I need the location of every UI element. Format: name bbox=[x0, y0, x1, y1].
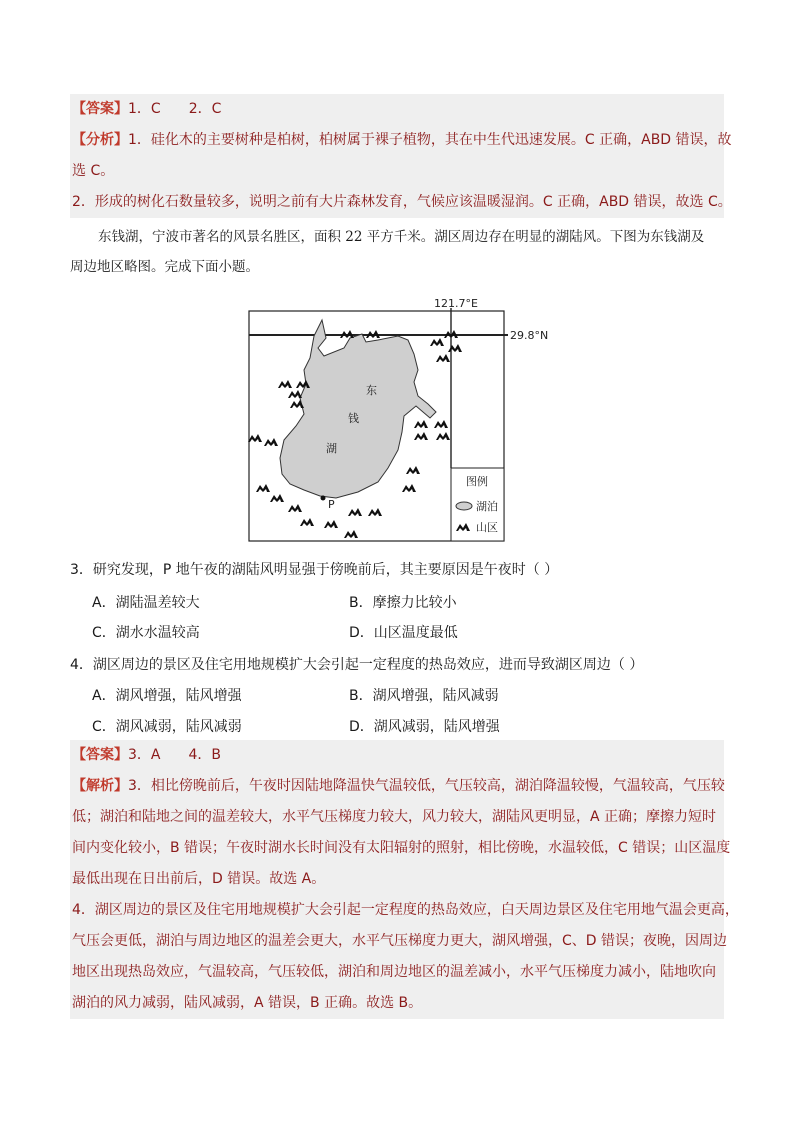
explanation-line-3: 间内变化较小，B 错误；午夜时湖水长时间没有太阳辐射的照射，相比傍晚，水温较低，C 错误；山区温度 bbox=[72, 840, 731, 856]
explanation-line-1 bbox=[70, 771, 724, 802]
legend-lake-icon bbox=[456, 502, 472, 510]
question-3-option-d: D．山区温度最低 bbox=[349, 625, 458, 641]
explanation-line-8: 湖泊的风力减弱，陆风减弱，A 错误，B 正确。故选 B。 bbox=[72, 995, 423, 1011]
longitude-label: 121.7°E bbox=[434, 297, 478, 310]
lake-char-3: 湖 bbox=[326, 442, 337, 455]
explanation-tag: 【解析】 bbox=[72, 778, 128, 794]
lake-char-2: 钱 bbox=[348, 412, 359, 425]
explanation-line-6: 气压会更低，湖泊与周边地区的温差会更大，水平气压梯度力更大，湖风增强，C、D 错误；夜晚，因周边 bbox=[72, 933, 728, 949]
answer-tag-2: 【答案】 bbox=[72, 747, 128, 763]
analysis-line-3: 2．形成的树化石数量较多，说明之前有大片森林发育，气候应该温暖湿润。C 正确，ABD 错误，故选 C。 bbox=[72, 194, 732, 210]
legend-title: 图例 bbox=[466, 475, 488, 488]
explanation-line-5: 4．湖区周边的景区及住宅用地规模扩大会引起一定程度的热岛效应，白天周边景区及住宅用地气温会更高， bbox=[72, 902, 739, 918]
answer-line-1 bbox=[70, 94, 724, 125]
question-4-option-d: D．湖风减弱，陆风增强 bbox=[349, 719, 500, 735]
question-4-option-c: C．湖风减弱，陆风减弱 bbox=[92, 719, 242, 735]
answer-q1: 1．C bbox=[128, 101, 161, 117]
point-p bbox=[321, 496, 326, 501]
answer-block-2 bbox=[70, 740, 739, 1019]
explanation-line-2: 低；湖泊和陆地之间的温差较大，水平气压梯度力较大，风力较大，湖陆风更明显，A 正确；摩擦力短时 bbox=[72, 809, 717, 825]
passage-line-1: 东钱湖，宁波市著名的风景名胜区，面积 22 平方千米。湖区周边存在明显的湖陆风。下图为东钱湖及 bbox=[98, 229, 705, 245]
explanation-line-4: 最低出现在日出前后，D 错误。故选 A。 bbox=[72, 871, 326, 887]
question-4-stem: 4．湖区周边的景区及住宅用地规模扩大会引起一定程度的热岛效应，进而导致湖区周边（ ） bbox=[70, 657, 644, 673]
legend-mountain-label: 山区 bbox=[476, 521, 498, 534]
question-3-option-b: B．摩擦力比较小 bbox=[349, 595, 457, 611]
analysis-text-1: 1．硅化木的主要树种是柏树，柏树属于裸子植物，其在中生代迅速发展。C 正确，ABD 错误，故 bbox=[128, 132, 732, 148]
explanation-text-1: 3．相比傍晚前后，午夜时因陆地降温快气温较低，气压较高，湖泊降温较慢，气温较高，气压较 bbox=[128, 778, 725, 794]
answer-tag: 【答案】 bbox=[72, 101, 128, 117]
passage bbox=[70, 222, 724, 282]
question-4-option-b: B．湖风增强，陆风减弱 bbox=[349, 688, 499, 704]
passage-line-2: 周边地区略图。完成下面小题。 bbox=[70, 259, 259, 275]
lake-map bbox=[248, 297, 558, 548]
analysis-line-2: 选 C。 bbox=[72, 163, 115, 179]
answer-q2: 2．C bbox=[188, 101, 222, 117]
answer-line-2 bbox=[70, 740, 724, 771]
question-4-option-a: A．湖风增强，陆风增强 bbox=[92, 688, 242, 704]
analysis-tag: 【分析】 bbox=[72, 132, 128, 148]
answer-block-1 bbox=[70, 94, 732, 218]
explanation-line-7: 地区出现热岛效应，气温较高，气压较低，湖泊和周边地区的温差减小，水平气压梯度力减小，陆地吹向 bbox=[72, 964, 716, 980]
legend-lake-label: 湖泊 bbox=[476, 500, 498, 513]
lake-char-1: 东 bbox=[366, 384, 377, 397]
question-3-stem: 3．研究发现，P 地午夜的湖陆风明显强于傍晚前后，其主要原因是午夜时（ ） bbox=[70, 562, 559, 578]
answer-q3: 3．A bbox=[128, 747, 161, 763]
answer-q4: 4．B bbox=[188, 747, 221, 763]
analysis-line-1 bbox=[70, 125, 732, 156]
question-3-option-a: A．湖陆温差较大 bbox=[92, 595, 200, 611]
latitude-label: 29.8°N bbox=[510, 329, 549, 342]
point-p-label: P bbox=[328, 498, 335, 511]
question-3-option-c: C．湖水水温较高 bbox=[92, 625, 200, 641]
